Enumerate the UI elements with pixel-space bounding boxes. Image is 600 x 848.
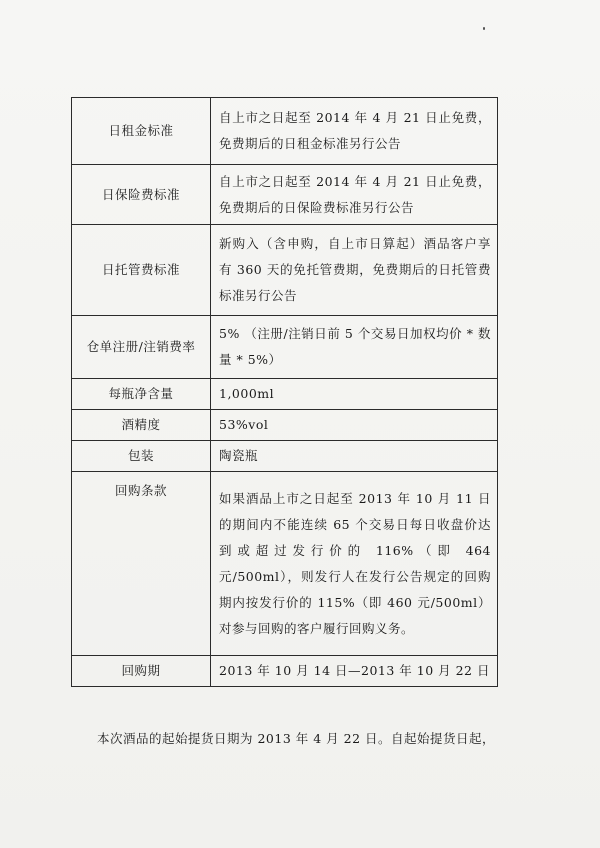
row-value-packaging: 陶瓷瓶 — [211, 441, 498, 472]
row-value-warrant-fee: 5% （注册/注销日前 5 个交易日加权均价 * 数量 * 5%） — [211, 316, 498, 379]
table-row — [72, 441, 498, 472]
row-value-alcohol: 53%vol — [211, 410, 498, 441]
scan-speck — [483, 27, 485, 30]
row-label-daily-custody: 日托管费标准 — [72, 225, 211, 316]
row-label-warrant-fee: 仓单注册/注销费率 — [72, 316, 211, 379]
table-row — [72, 379, 498, 410]
row-value-net-content: 1,000ml — [211, 379, 498, 410]
row-label-buyback-period: 回购期 — [72, 656, 211, 687]
row-label-net-content: 每瓶净含量 — [72, 379, 211, 410]
row-value-daily-rent: 自上市之日起至 2014 年 4 月 21 日止免费，免费期后的日租金标准另行公告 — [211, 98, 498, 165]
body-paragraph: 本次酒品的起始提货日期为 2013 年 4 月 22 日。自起始提货日起， — [97, 731, 496, 746]
table-row — [72, 98, 498, 165]
row-label-buyback-terms: 回购条款 — [72, 472, 211, 656]
row-label-packaging: 包装 — [72, 441, 211, 472]
row-label-daily-rent: 日租金标准 — [72, 98, 211, 165]
row-value-daily-insurance: 自上市之日起至 2014 年 4 月 21 日止免费，免费期后的日保险费标准另行公告 — [211, 165, 498, 225]
row-value-daily-custody: 新购入（含申购，自上市日算起）酒品客户享有 360 天的免托管费期，免费期后的日托管费标准另行公告 — [211, 225, 498, 316]
row-label-daily-insurance: 日保险费标准 — [72, 165, 211, 225]
product-spec-table — [71, 97, 498, 687]
table-row — [72, 316, 498, 379]
table-row — [72, 165, 498, 225]
row-value-buyback-period: 2013 年 10 月 14 日—2013 年 10 月 22 日 — [211, 656, 498, 687]
table-row — [72, 410, 498, 441]
row-label-alcohol: 酒精度 — [72, 410, 211, 441]
table-row — [72, 225, 498, 316]
table-row — [72, 472, 498, 656]
table-row — [72, 656, 498, 687]
row-value-buyback-terms: 如果酒品上市之日起至 2013 年 10 月 11 日的期间内不能连续 65 个交易日每日收盘价达到或超过发行价的 116%（即 464 元/500ml），则发行人在发行公告规定的回购期内按发行价的 115%（即 460 元/500ml）对参与回购的客户履行回购义务。 — [211, 472, 498, 656]
